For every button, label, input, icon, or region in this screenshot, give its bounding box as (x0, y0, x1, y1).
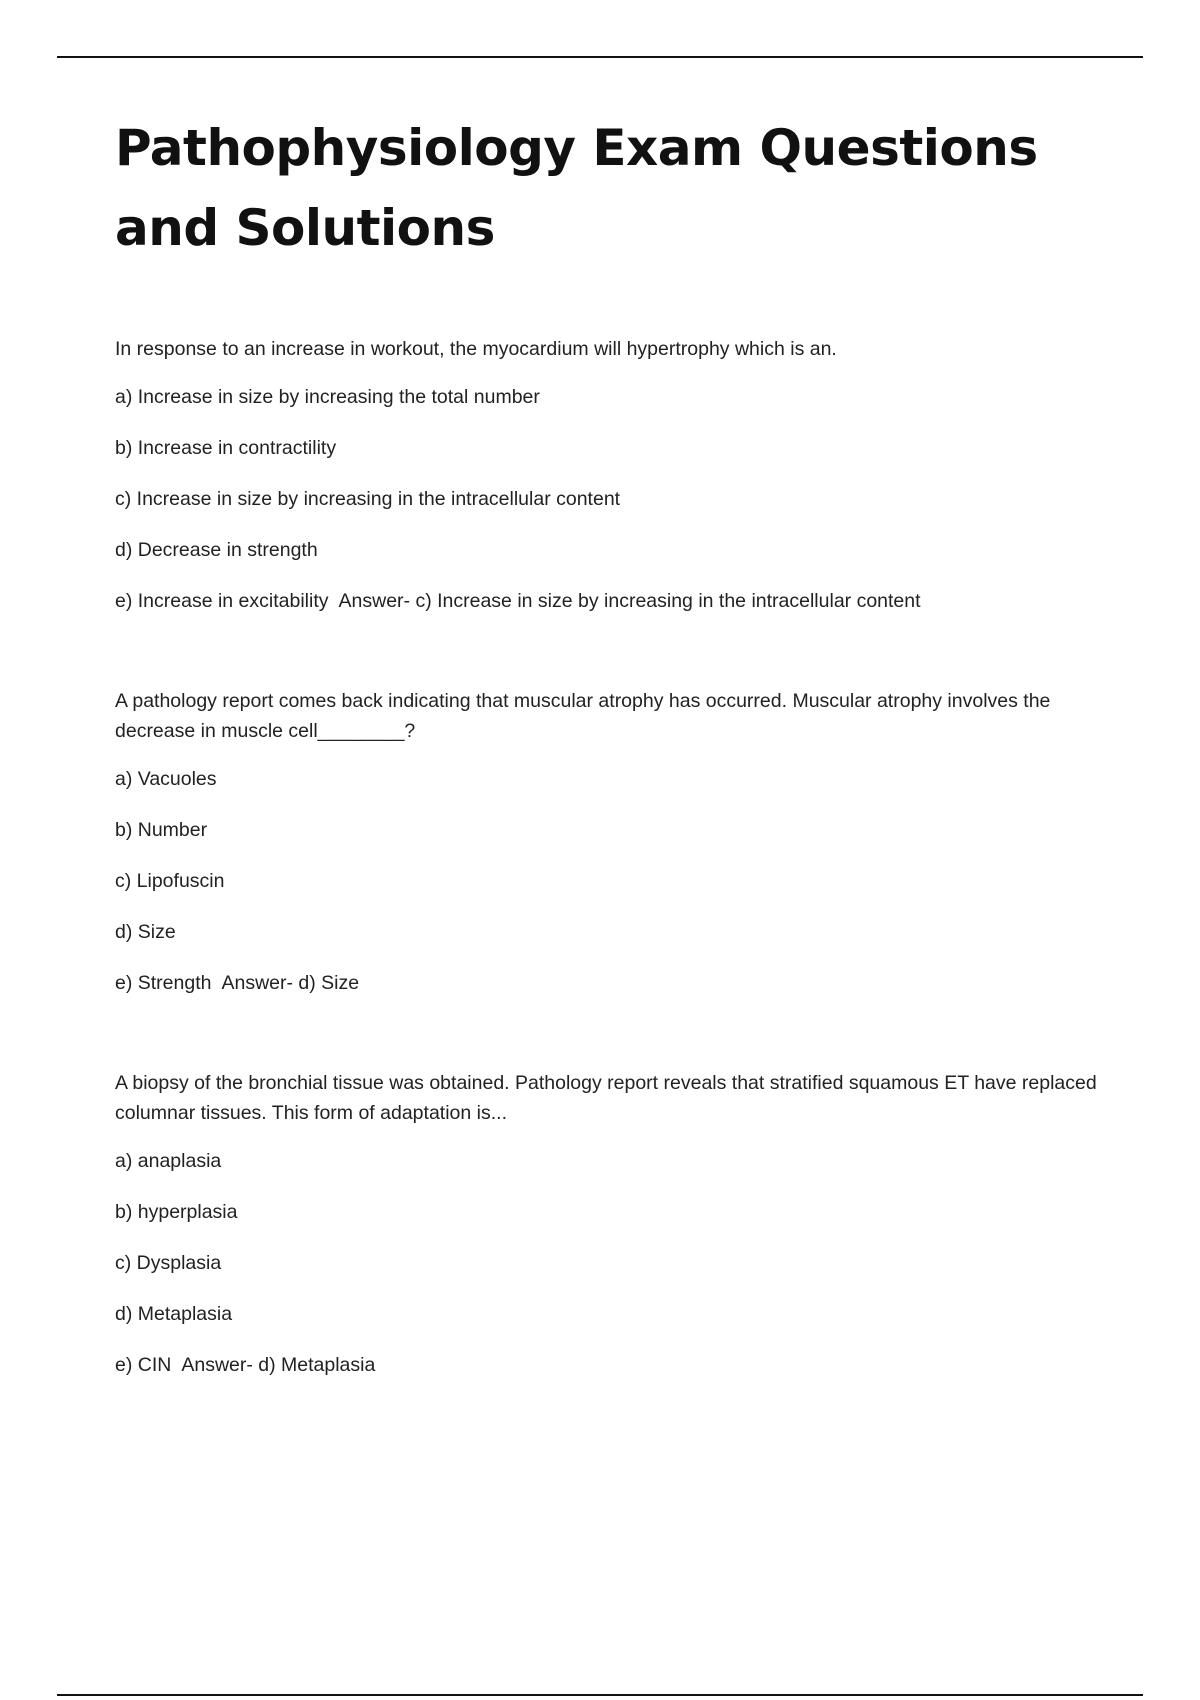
option-d: d) Metaplasia (115, 1303, 233, 1325)
top-rule (57, 56, 1143, 58)
option-e-with-answer (115, 586, 1110, 616)
answer-text: Answer- c) Increase in size by increasing in the intracellular content (338, 590, 921, 612)
options-list (115, 382, 1110, 616)
question-2 (115, 686, 1110, 998)
option-e-with-answer (115, 1350, 1110, 1380)
question-stem: In response to an increase in workout, the myocardium will hypertrophy which is an. (115, 338, 837, 360)
option-e-with-answer (115, 968, 1110, 998)
option-b: b) hyperplasia (115, 1201, 238, 1223)
document-body (115, 108, 1110, 1380)
options-list (115, 764, 1110, 998)
option-a: a) anaplasia (115, 1150, 222, 1172)
answer-text: Answer- d) Size (221, 972, 360, 994)
option-c: c) Lipofuscin (115, 870, 225, 892)
option-c: c) Increase in size by increasing in the intracellular content (115, 488, 621, 510)
question-1 (115, 334, 1110, 616)
question-stem: A biopsy of the bronchial tissue was obtained. Pathology report reveals that stratified squamous ET have replaced columnar tissues. This form of adaptation is... (115, 1072, 1097, 1124)
option-e: e) Strength (115, 972, 212, 994)
option-a: a) Increase in size by increasing the total number (115, 386, 540, 408)
bottom-rule (57, 1694, 1143, 1696)
option-c: c) Dysplasia (115, 1252, 222, 1274)
options-list (115, 1146, 1110, 1380)
option-d: d) Size (115, 921, 176, 943)
option-b: b) Increase in contractility (115, 437, 337, 459)
question-3 (115, 1068, 1110, 1380)
question-stem: A pathology report comes back indicating that muscular atrophy has occurred. Muscular atrophy involves the decrease in muscle cell________? (115, 690, 1051, 742)
option-b: b) Number (115, 819, 208, 841)
option-e: e) CIN (115, 1354, 172, 1376)
option-e: e) Increase in excitability (115, 590, 329, 612)
option-a: a) Vacuoles (115, 768, 217, 790)
option-d: d) Decrease in strength (115, 539, 318, 561)
document-title: Pathophysiology Exam Questions and Solutions (115, 119, 1038, 257)
answer-text: Answer- d) Metaplasia (181, 1354, 376, 1376)
